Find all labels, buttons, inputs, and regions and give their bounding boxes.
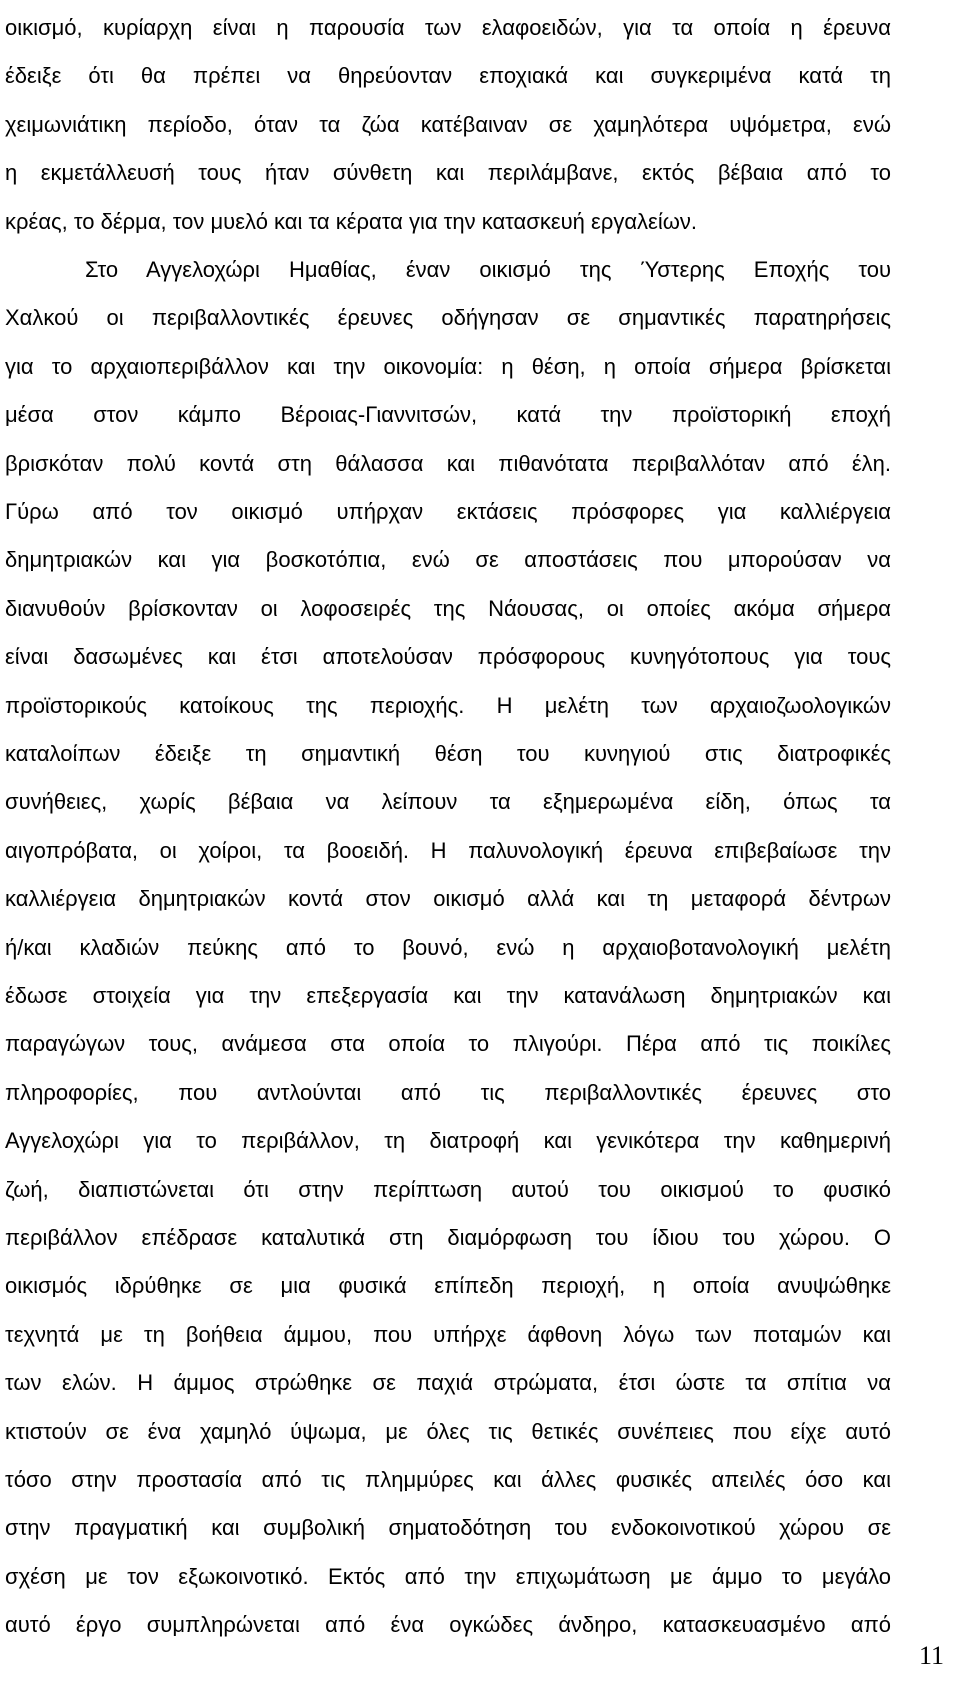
text-line: οικισμός ιδρύθηκε σε μια φυσικά επίπεδη περιοχή, η οποία ανυψώθηκε	[5, 1273, 891, 1298]
text-line: πληροφορίες, που αντλούνται από τις περιβαλλοντικές έρευνες στο	[5, 1080, 891, 1105]
text-line: αυτό έργο συμπληρώνεται από ένα ογκώδες άνδηρο, κατασκευασμένο από	[5, 1612, 891, 1637]
text-line: τόσο στην προστασία από τις πλημμύρες και άλλες φυσικές απειλές όσο και	[5, 1467, 891, 1492]
text-line: καταλοίπων έδειξε τη σημαντική θέση του κυνηγιού στις διατροφικές	[5, 741, 891, 766]
text-line: προϊστορικούς κατοίκους της περιοχής. Η μελέτη των αρχαιοζωολογικών	[5, 693, 891, 718]
text-line: κτιστούν σε ένα χαμηλό ύψωμα, με όλες τις θετικές συνέπειες που είχε αυτό	[5, 1419, 891, 1444]
text-line: είναι δασωμένες και έτσι αποτελούσαν πρόσφορους κυνηγότοπους για τους	[5, 644, 891, 669]
text-line: Χαλκού οι περιβαλλοντικές έρευνες οδήγησαν σε σημαντικές παρατηρήσεις	[5, 305, 891, 330]
text-line: αιγοπρόβατα, οι χοίροι, τα βοοειδή. Η παλυνολογική έρευνα επιβεβαίωσε την	[5, 838, 891, 863]
text-line: περιβάλλον επέδρασε καταλυτικά στη διαμόρφωση του ίδιου του χώρου. Ο	[5, 1225, 891, 1250]
text-line: Στο Αγγελοχώρι Ημαθίας, έναν οικισμό της Ύστερης Εποχής του	[85, 257, 891, 282]
text-line: οικισμό, κυρίαρχη είναι η παρουσία των ελαφοειδών, για τα οποία η έρευνα	[5, 15, 891, 40]
text-line: για το αρχαιοπεριβάλλον και την οικονομία: η θέση, η οποία σήμερα βρίσκεται	[5, 354, 891, 379]
text-line: ή/και κλαδιών πεύκης από το βουνό, ενώ η αρχαιοβοτανολογική μελέτη	[5, 935, 891, 960]
text-line: κρέας, το δέρμα, τον μυελό και τα κέρατα για την κατασκευή εργαλείων.	[5, 209, 698, 234]
text-line: τεχνητά με τη βοήθεια άμμου, που υπήρχε άφθονη λόγω των ποταμών και	[5, 1322, 891, 1347]
text-line: βρισκόταν πολύ κοντά στη θάλασσα και πιθανότατα περιβαλλόταν από έλη.	[5, 451, 891, 476]
text-line: μέσα στον κάμπο Βέροιας-Γιαννιτσών, κατά την προϊστορική εποχή	[5, 402, 891, 427]
text-line: διανυθούν βρίσκονταν οι λοφοσειρές της Νάουσας, οι οποίες ακόμα σήμερα	[5, 596, 891, 621]
text-line: ζωή, διαπιστώνεται ότι στην περίπτωση αυτού του οικισμού το φυσικό	[5, 1177, 891, 1202]
text-line: Γύρω από τον οικισμό υπήρχαν εκτάσεις πρόσφορες για καλλιέργεια	[5, 499, 891, 524]
text-line: Αγγελοχώρι για το περιβάλλον, τη διατροφή και γενικότερα την καθημερινή	[5, 1128, 891, 1153]
text-line: δημητριακών και για βοσκοτόπια, ενώ σε αποστάσεις που μπορούσαν να	[5, 547, 891, 572]
text-line: σχέση με τον εξωκοινοτικό. Εκτός από την επιχωμάτωση με άμμο το μεγάλο	[5, 1564, 891, 1589]
text-line: έδειξε ότι θα πρέπει να θηρεύονταν εποχιακά και συγκεριμένα κατά τη	[5, 63, 891, 88]
text-line: έδωσε στοιχεία για την επεξεργασία και την κατανάλωση δημητριακών και	[5, 983, 891, 1008]
text-line: παραγώγων τους, ανάμεσα στα οποία το πλιγούρι. Πέρα από τις ποικίλες	[5, 1031, 891, 1056]
text-line: καλλιέργεια δημητριακών κοντά στον οικισμό αλλά και τη μεταφορά δέντρων	[5, 886, 891, 911]
text-line: των ελών. Η άμμος στρώθηκε σε παχιά στρώματα, έτσι ώστε τα σπίτια να	[5, 1370, 891, 1395]
text-line: η εκμετάλλευσή τους ήταν σύνθετη και περιλάμβανε, εκτός βέβαια από το	[5, 160, 891, 185]
page-number: 11	[918, 1641, 944, 1670]
text-line: συνήθειες, χωρίς βέβαια να λείπουν τα εξημερωμένα είδη, όπως τα	[5, 789, 891, 814]
text-line: χειμωνιάτικη περίοδο, όταν τα ζώα κατέβαιναν σε χαμηλότερα υψόμετρα, ενώ	[5, 112, 891, 137]
text-line: στην πραγματική και συμβολική σηματοδότηση του ενδοκοινοτικού χώρου σε	[5, 1515, 891, 1540]
